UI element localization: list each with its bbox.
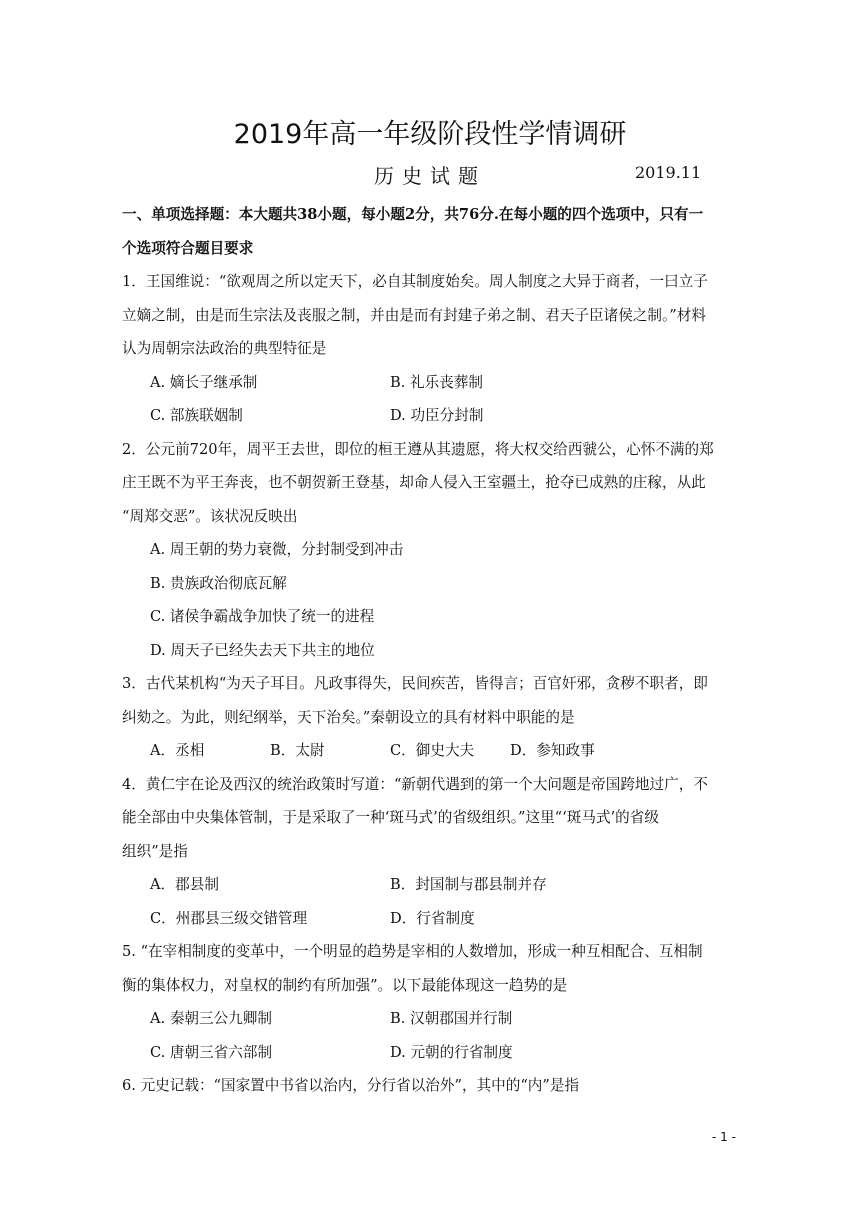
option-c: C．州郡县三级交错管理	[150, 909, 308, 927]
question-line: “周郑交恶”。该状况反映出	[122, 507, 298, 525]
option-b: B．封国制与郡县制并存	[390, 876, 547, 893]
option-d: D. 元朝的行省制度	[390, 1043, 513, 1061]
page-number: - 1 -	[712, 1130, 736, 1144]
question-3	[122, 667, 740, 768]
question-5	[122, 935, 740, 1069]
options-row	[122, 868, 740, 902]
question-line: 立嫡之制，由是而生宗法及丧服之制，并由是而有封建子弟之制、君天子臣诸侯之制。”材料	[122, 306, 706, 324]
exam-title: 2019年高一年级阶段性学情调研	[233, 119, 627, 150]
question-6	[122, 1069, 740, 1103]
question-line: 5. “在宰相制度的变革中，一个明显的趋势是宰相的人数增加，形成一种互相配合、互相制	[122, 943, 703, 960]
section-line: 一、单项选择题：本大题共38小题，每小题2分，共76分.在每小题的四个选项中，只有一	[122, 206, 704, 223]
question-line: 纠劾之。为此，则纪纲举，天下治矣。”秦朝设立的具有材料中职能的是	[122, 708, 575, 726]
question-line: 3．古代某机构“为天子耳目。凡政事得失，民间疾苦，皆得言；百官奸邪，贪秽不职者，即	[122, 675, 708, 692]
option-c: C．御史大夫	[390, 742, 475, 759]
question-1	[122, 265, 740, 433]
question-line: 衡的集体权力，对皇权的制约有所加强”。以下最能体现这一趋势的是	[122, 976, 568, 994]
options-row	[122, 1002, 740, 1036]
option-c: C. 诸侯争霸战争加快了统一的进程	[150, 608, 375, 625]
options-row	[122, 734, 740, 768]
exam-date: 2019.11	[635, 163, 702, 182]
exam-content	[122, 198, 740, 1103]
options-row	[122, 1036, 740, 1070]
option-a: A．丞相	[150, 742, 205, 759]
question-4	[122, 768, 740, 936]
option-c: C. 唐朝三省六部制	[150, 1043, 273, 1061]
question-2	[122, 433, 740, 668]
option-a: A. 周王朝的势力衰微，分封制受到冲击	[150, 541, 404, 558]
question-line: 认为周朝宗法政治的典型特征是	[122, 340, 327, 357]
option-b: B. 贵族政治彻底瓦解	[150, 574, 287, 592]
question-line: 1．王国维说：“欲观周之所以定天下，必自其制度始矣。周人制度之大异于商者，一曰立子	[122, 273, 708, 290]
option-b: B．太尉	[270, 742, 325, 759]
section-line: 个选项符合题目要求	[122, 239, 254, 257]
option-d: D．行省制度	[390, 909, 475, 927]
option-a: A. 秦朝三公九卿制	[150, 1010, 272, 1027]
question-line: 庄王既不为平王奔丧，也不朝贺新王登基，却命人侵入王室疆土，抢夺已成熟的庄稼，从此	[122, 474, 706, 491]
option-d: D. 功臣分封制	[390, 407, 484, 424]
option-b: B. 汉朝郡国并行制	[390, 1010, 513, 1027]
option-c: C. 部族联姻制	[150, 407, 243, 424]
options-row	[122, 399, 740, 433]
option-a: A．郡县制	[150, 876, 219, 893]
option-d: D．参知政事	[510, 742, 595, 759]
option-b: B. 礼乐丧葬制	[390, 373, 483, 391]
section-instruction	[122, 198, 740, 265]
question-line: 6. 元史记载：“国家置中书省以治内，分行省以治外”，其中的“内”是指	[122, 1077, 580, 1094]
question-line: 4．黄仁宇在论及西汉的统治政策时写道：“新朝代遇到的第一个大问题是帝国跨地过广，不	[122, 775, 708, 793]
question-line: 2．公元前720年，周平王去世，即位的桓王遵从其遗愿，将大权交给西虢公，心怀不满的郑	[122, 440, 714, 458]
question-line: 能全部由中央集体管制，于是采取了一种‘斑马式’的省级组织。”这里“‘斑马式’的省级	[122, 809, 659, 826]
exam-subject: 历史试题	[374, 164, 486, 188]
question-line: 组织”是指	[122, 842, 188, 860]
option-a: A. 嫡长子继承制	[150, 373, 258, 391]
options-row	[122, 902, 740, 936]
options-row	[122, 366, 740, 400]
option-d: D. 周天子已经失去天下共主的地位	[150, 641, 375, 659]
